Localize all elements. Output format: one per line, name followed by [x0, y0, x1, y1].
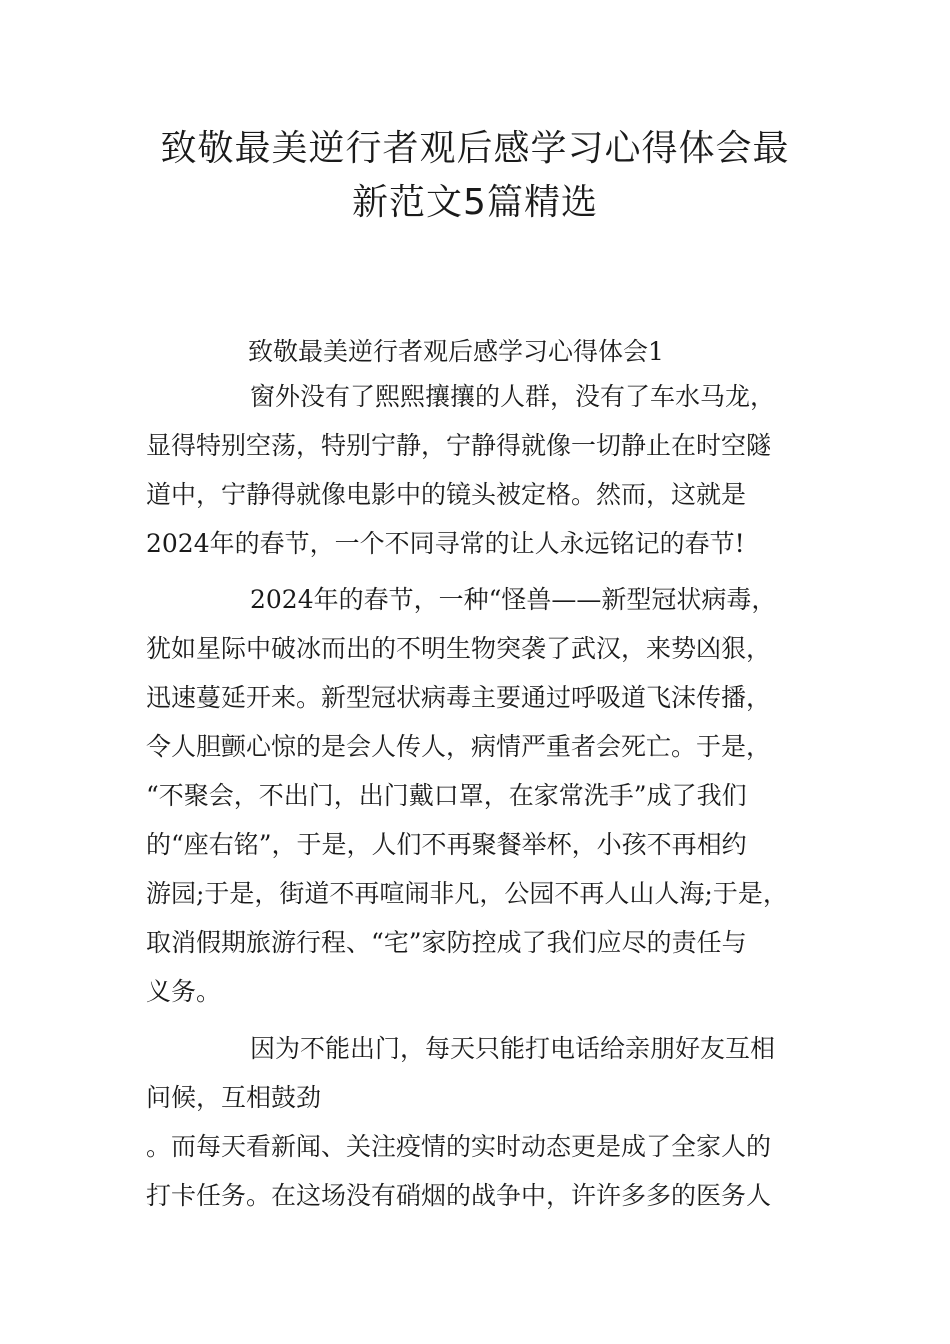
paragraph-line: 取消假期旅游行程、“宅”家防控成了我们应尽的责任与	[146, 928, 747, 957]
paragraph-line: 游园;于是，街道不再喧闹非凡，公园不再人山人海;于是，	[146, 879, 788, 908]
document-title	[100, 122, 850, 230]
paragraph-line: 打卡任务。在这场没有硝烟的战争中，许许多多的医务人	[146, 1181, 772, 1210]
paragraph-line: 2024年的春节，一种“怪兽——新型冠状病毒，	[250, 585, 777, 614]
paragraph-line: 令人胆颤心惊的是会人传人，病情严重者会死亡。于是，	[146, 732, 772, 761]
paragraph-line: 问候，互相鼓劲	[146, 1083, 322, 1112]
title-line-1: 致敬最美逆行者观后感学习心得体会最	[160, 128, 790, 169]
paragraph-line: 的“座右铭”，于是，人们不再聚餐举杯，小孩不再相约	[146, 830, 747, 859]
paragraph-line: 迅速蔓延开来。新型冠状病毒主要通过呼吸道飞沫传播，	[146, 683, 772, 712]
paragraph-1	[146, 372, 822, 568]
section-heading: 致敬最美逆行者观后感学习心得体会1	[248, 337, 664, 366]
paragraph-line: 显得特别空荡，特别宁静，宁静得就像一切静止在时空隧	[146, 431, 772, 460]
paragraph-2	[146, 575, 822, 1016]
title-line-2: 新范文5篇精选	[352, 182, 598, 223]
paragraph-line: 因为不能出门，每天只能打电话给亲朋好友互相	[250, 1034, 776, 1063]
paragraph-line: “不聚会，不出门，出门戴口罩，在家常洗手”成了我们	[146, 781, 747, 810]
paragraph-line: 2024年的春节，一个不同寻常的让人永远铭记的春节!	[146, 529, 745, 558]
paragraph-line: 道中，宁静得就像电影中的镜头被定格。然而，这就是	[146, 480, 747, 509]
paragraph-line: 犹如星际中破冰而出的不明生物突袭了武汉，来势凶狠，	[146, 634, 772, 663]
paragraph-3	[146, 1024, 822, 1220]
paragraph-line: 。而每天看新闻、关注疫情的实时动态更是成了全家人的	[146, 1132, 772, 1161]
paragraph-line: 义务。	[146, 977, 222, 1006]
paragraph-line: 窗外没有了熙熙攘攘的人群，没有了车水马龙，	[250, 382, 776, 411]
